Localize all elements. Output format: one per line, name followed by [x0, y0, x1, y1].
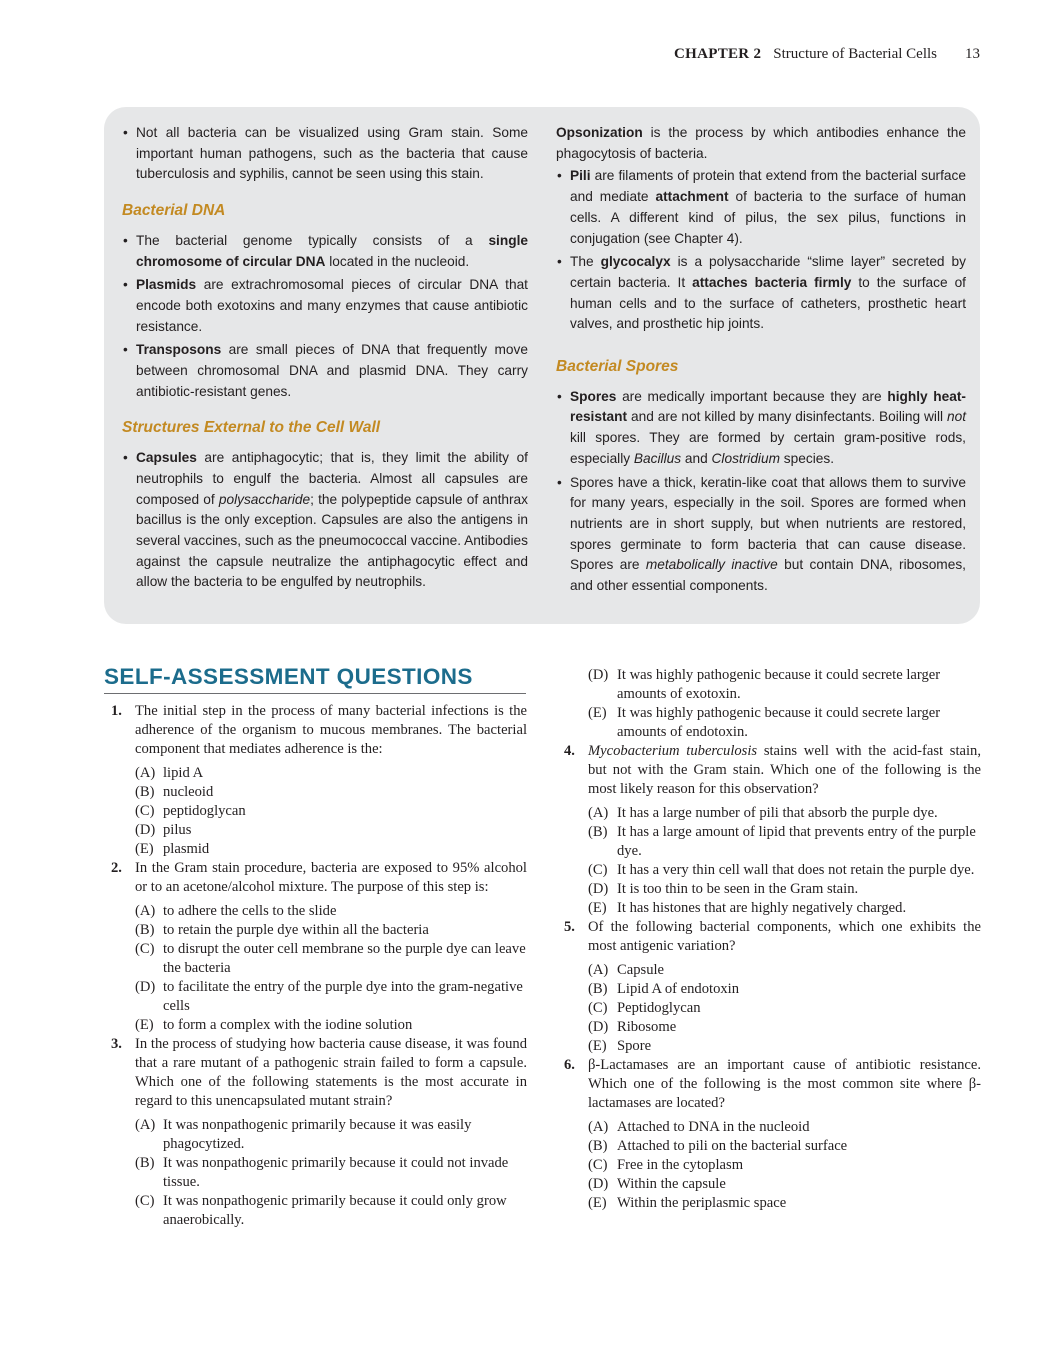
- answer-option: (B) nucleoid: [135, 784, 214, 800]
- answer-option: (D) It is too thin to be seen in the Gram stain.: [588, 881, 859, 897]
- answer-option: (C) Peptidoglycan: [588, 1000, 701, 1016]
- answer-option: (E) Within the periplasmic space: [588, 1195, 787, 1211]
- bullet-icon: •: [123, 450, 128, 466]
- answer-option: (C) to disrupt the outer cell membrane so the purple dye can leave the bacteria: [135, 941, 526, 976]
- answer-option: (D) to facilitate the entry of the purple dye into the gram-negative cells: [135, 979, 523, 1014]
- question-5: [560, 918, 981, 956]
- section-heading-bacterial-spores: Bacterial Spores: [556, 358, 679, 376]
- questions-right-column: [560, 666, 981, 1213]
- dna-bullet-genome: • The bacterial genome typically consists of a single chromosome of circular DNA located in the nucleoid.: [123, 232, 528, 269]
- answer-option: (E) plasmid: [135, 841, 210, 857]
- question-number: 6.: [564, 1057, 575, 1073]
- spores-bullet-coat: • Spores have a thick, keratin-like coat that allows them to survive for many years, especially in the soil. Spores are formed when nutrients are in short supply, but when nutrients are restored, spores germinate to form bacteria that can cause disease. Spores are metabolically inactive but contain DNA, ribosomes, and other essential components.: [557, 474, 966, 594]
- answer-option: (C) peptidoglycan: [135, 803, 246, 819]
- answer-option: (A) It was nonpathogenic primarily because it was easily phagocytized.: [135, 1117, 472, 1152]
- dna-bullet-transposons: • Transposons are small pieces of DNA that frequently move between chromosomal DNA and plasmid DNA. They carry antibiotic-resistant genes.: [123, 342, 528, 399]
- answer-option: (A) to adhere the cells to the slide: [135, 903, 337, 919]
- question-stem: In the Gram stain procedure, bacteria are exposed to 95% alcohol or to an acetone/alcohol mixture. The purpose of this step is:: [135, 860, 527, 895]
- answer-option: (C) It was nonpathogenic primarily because it could only grow anaerobically.: [135, 1193, 507, 1228]
- answer-option: (D) Ribosome: [588, 1019, 677, 1035]
- question-6: [560, 1056, 981, 1113]
- answer-option: (D) pilus: [135, 822, 192, 838]
- spores-bullet-heat: • Spores are medically important because they are highly heat-resistant and are not killed by many disinfectants. Boiling will not kill spores. They are formed by certain gram-positive rods, especially Bacillus and Clostridium species.: [557, 388, 966, 466]
- answer-option: (D) It was highly pathogenic because it could secrete larger amounts of exotoxin.: [588, 667, 941, 702]
- page-number: 13: [965, 46, 980, 62]
- question-1: [104, 702, 527, 759]
- summary-left-column: [122, 123, 528, 596]
- section-heading-external-structures: Structures External to the Cell Wall: [122, 419, 381, 437]
- answer-option: (C) It has a very thin cell wall that does not retain the purple dye.: [588, 862, 975, 878]
- self-assessment-heading: [104, 664, 526, 694]
- running-header: [674, 46, 980, 63]
- bullet-icon: •: [557, 474, 562, 490]
- answer-option: (E) Spore: [588, 1038, 652, 1054]
- summary-box: [104, 107, 980, 624]
- question-stem: Mycobacterium tuberculosis stains well with the acid-fast stain, but not with the Gram stain. Which one of the following is the most likely reason for this observation?: [588, 743, 981, 797]
- gram-bullet: • Not all bacteria can be visualized using Gram stain. Some important human pathogens, such as the bacteria that cause tuberculosis and syphilis, cannot be seen using this stain.: [123, 125, 528, 182]
- surface-list: [556, 166, 966, 335]
- question-stem: In the process of studying how bacteria cause disease, it was found that a rare mutant of a pathogenic strain failed to form a capsule. Which one of the following statements is the most accurate in regard to this unencapsulated mutant strain?: [135, 1036, 527, 1109]
- bullet-icon: •: [557, 254, 562, 270]
- opsonization-paragraph: Opsonization is the process by which antibodies enhance the phagocytosis of bacteria.: [556, 125, 966, 161]
- answer-option: (E) to form a complex with the iodine solution: [135, 1017, 413, 1033]
- capsule-bullet: • Capsules are antiphagocytic; that is, they limit the ability of neutrophils to engulf the bacteria. Almost all capsules are composed of polysaccharide; the polypeptide capsule of anthrax bacillus is the only exception. Capsules are also the antigens in several vaccines, such as the pneumococcal vaccine. Antibodies against the capsule neutralize the antiphagocytic effect and allow the bacteria to be engulfed by neutrophils.: [123, 450, 528, 590]
- dna-list: [122, 231, 528, 403]
- answer-option: (A) It has a large number of pili that absorb the purple dye.: [588, 805, 938, 821]
- dna-bullet-plasmids: • Plasmids are extrachromosomal pieces of circular DNA that encode both exotoxins and many enzymes that cause antibiotic resistance.: [123, 277, 528, 334]
- answer-option: (E) It has histones that are highly negatively charged.: [588, 900, 907, 916]
- glycocalyx-bullet: • The glycocalyx is a polysaccharide “slime layer” secreted by certain bacteria. It attaches bacteria firmly to the surface of human cells and to the surface of catheters, prosthetic heart valves, and prosthetic hip joints.: [557, 254, 966, 332]
- self-assessment-title: SELF-ASSESSMENT QUESTIONS: [104, 664, 473, 689]
- question-number: 2.: [111, 860, 122, 876]
- answer-option: (A) lipid A: [135, 765, 204, 781]
- bullet-icon: •: [557, 388, 562, 404]
- question-2: [104, 859, 527, 897]
- question-number: 1.: [111, 703, 122, 719]
- bullet-icon: •: [123, 277, 128, 293]
- answer-option: (A) Attached to DNA in the nucleoid: [588, 1119, 810, 1135]
- chapter-label: CHAPTER 2: [674, 46, 762, 62]
- bullet-icon: •: [557, 168, 562, 184]
- question-number: 4.: [564, 743, 575, 759]
- answer-option: (A) Capsule: [588, 962, 665, 978]
- question-4: [560, 742, 981, 799]
- answer-option: (E) It was highly pathogenic because it could secrete larger amounts of endotoxin.: [588, 705, 941, 740]
- section-heading-bacterial-dna: Bacterial DNA: [122, 202, 226, 220]
- chapter-title: Structure of Bacterial Cells: [773, 46, 937, 62]
- answer-option: (B) Lipid A of endotoxin: [588, 981, 740, 997]
- answer-option: (D) Within the capsule: [588, 1176, 726, 1192]
- question-number: 3.: [111, 1036, 122, 1052]
- bullet-icon: •: [123, 125, 128, 140]
- question-stem: β-Lactamases are an important cause of antibiotic resistance. Which one of the following is the most common site where β-lactamases are located?: [588, 1057, 981, 1111]
- answer-option: (B) It has a large amount of lipid that prevents entry of the purple dye.: [588, 824, 976, 859]
- bullet-icon: •: [123, 342, 128, 358]
- capsule-list: [122, 448, 528, 593]
- answer-option: (B) to retain the purple dye within all the bacteria: [135, 922, 429, 938]
- answer-option: (B) It was nonpathogenic primarily because it could not invade tissue.: [135, 1155, 509, 1190]
- gram-list: [122, 123, 528, 185]
- pili-bullet: • Pili are filaments of protein that extend from the bacterial surface and mediate attachment of bacteria to the surface of human cells. A different kind of pilus, the sex pilus, functions in conjugation (see Chapter 4).: [557, 168, 967, 246]
- question-stem: The initial step in the process of many bacterial infections is the adherence of the organism to mucous membranes. The bacterial component that mediates adherence is the:: [135, 703, 527, 757]
- question-number: 5.: [564, 919, 575, 935]
- questions-left-column: [104, 702, 527, 1230]
- spores-list: [556, 387, 966, 597]
- answer-option: (B) Attached to pili on the bacterial surface: [588, 1138, 848, 1154]
- bullet-icon: •: [123, 232, 128, 248]
- question-stem: Of the following bacterial components, which one exhibits the most antigenic variation?: [588, 919, 981, 954]
- question-3: [104, 1035, 527, 1111]
- summary-right-column: [556, 123, 966, 600]
- answer-option: (C) Free in the cytoplasm: [588, 1157, 744, 1173]
